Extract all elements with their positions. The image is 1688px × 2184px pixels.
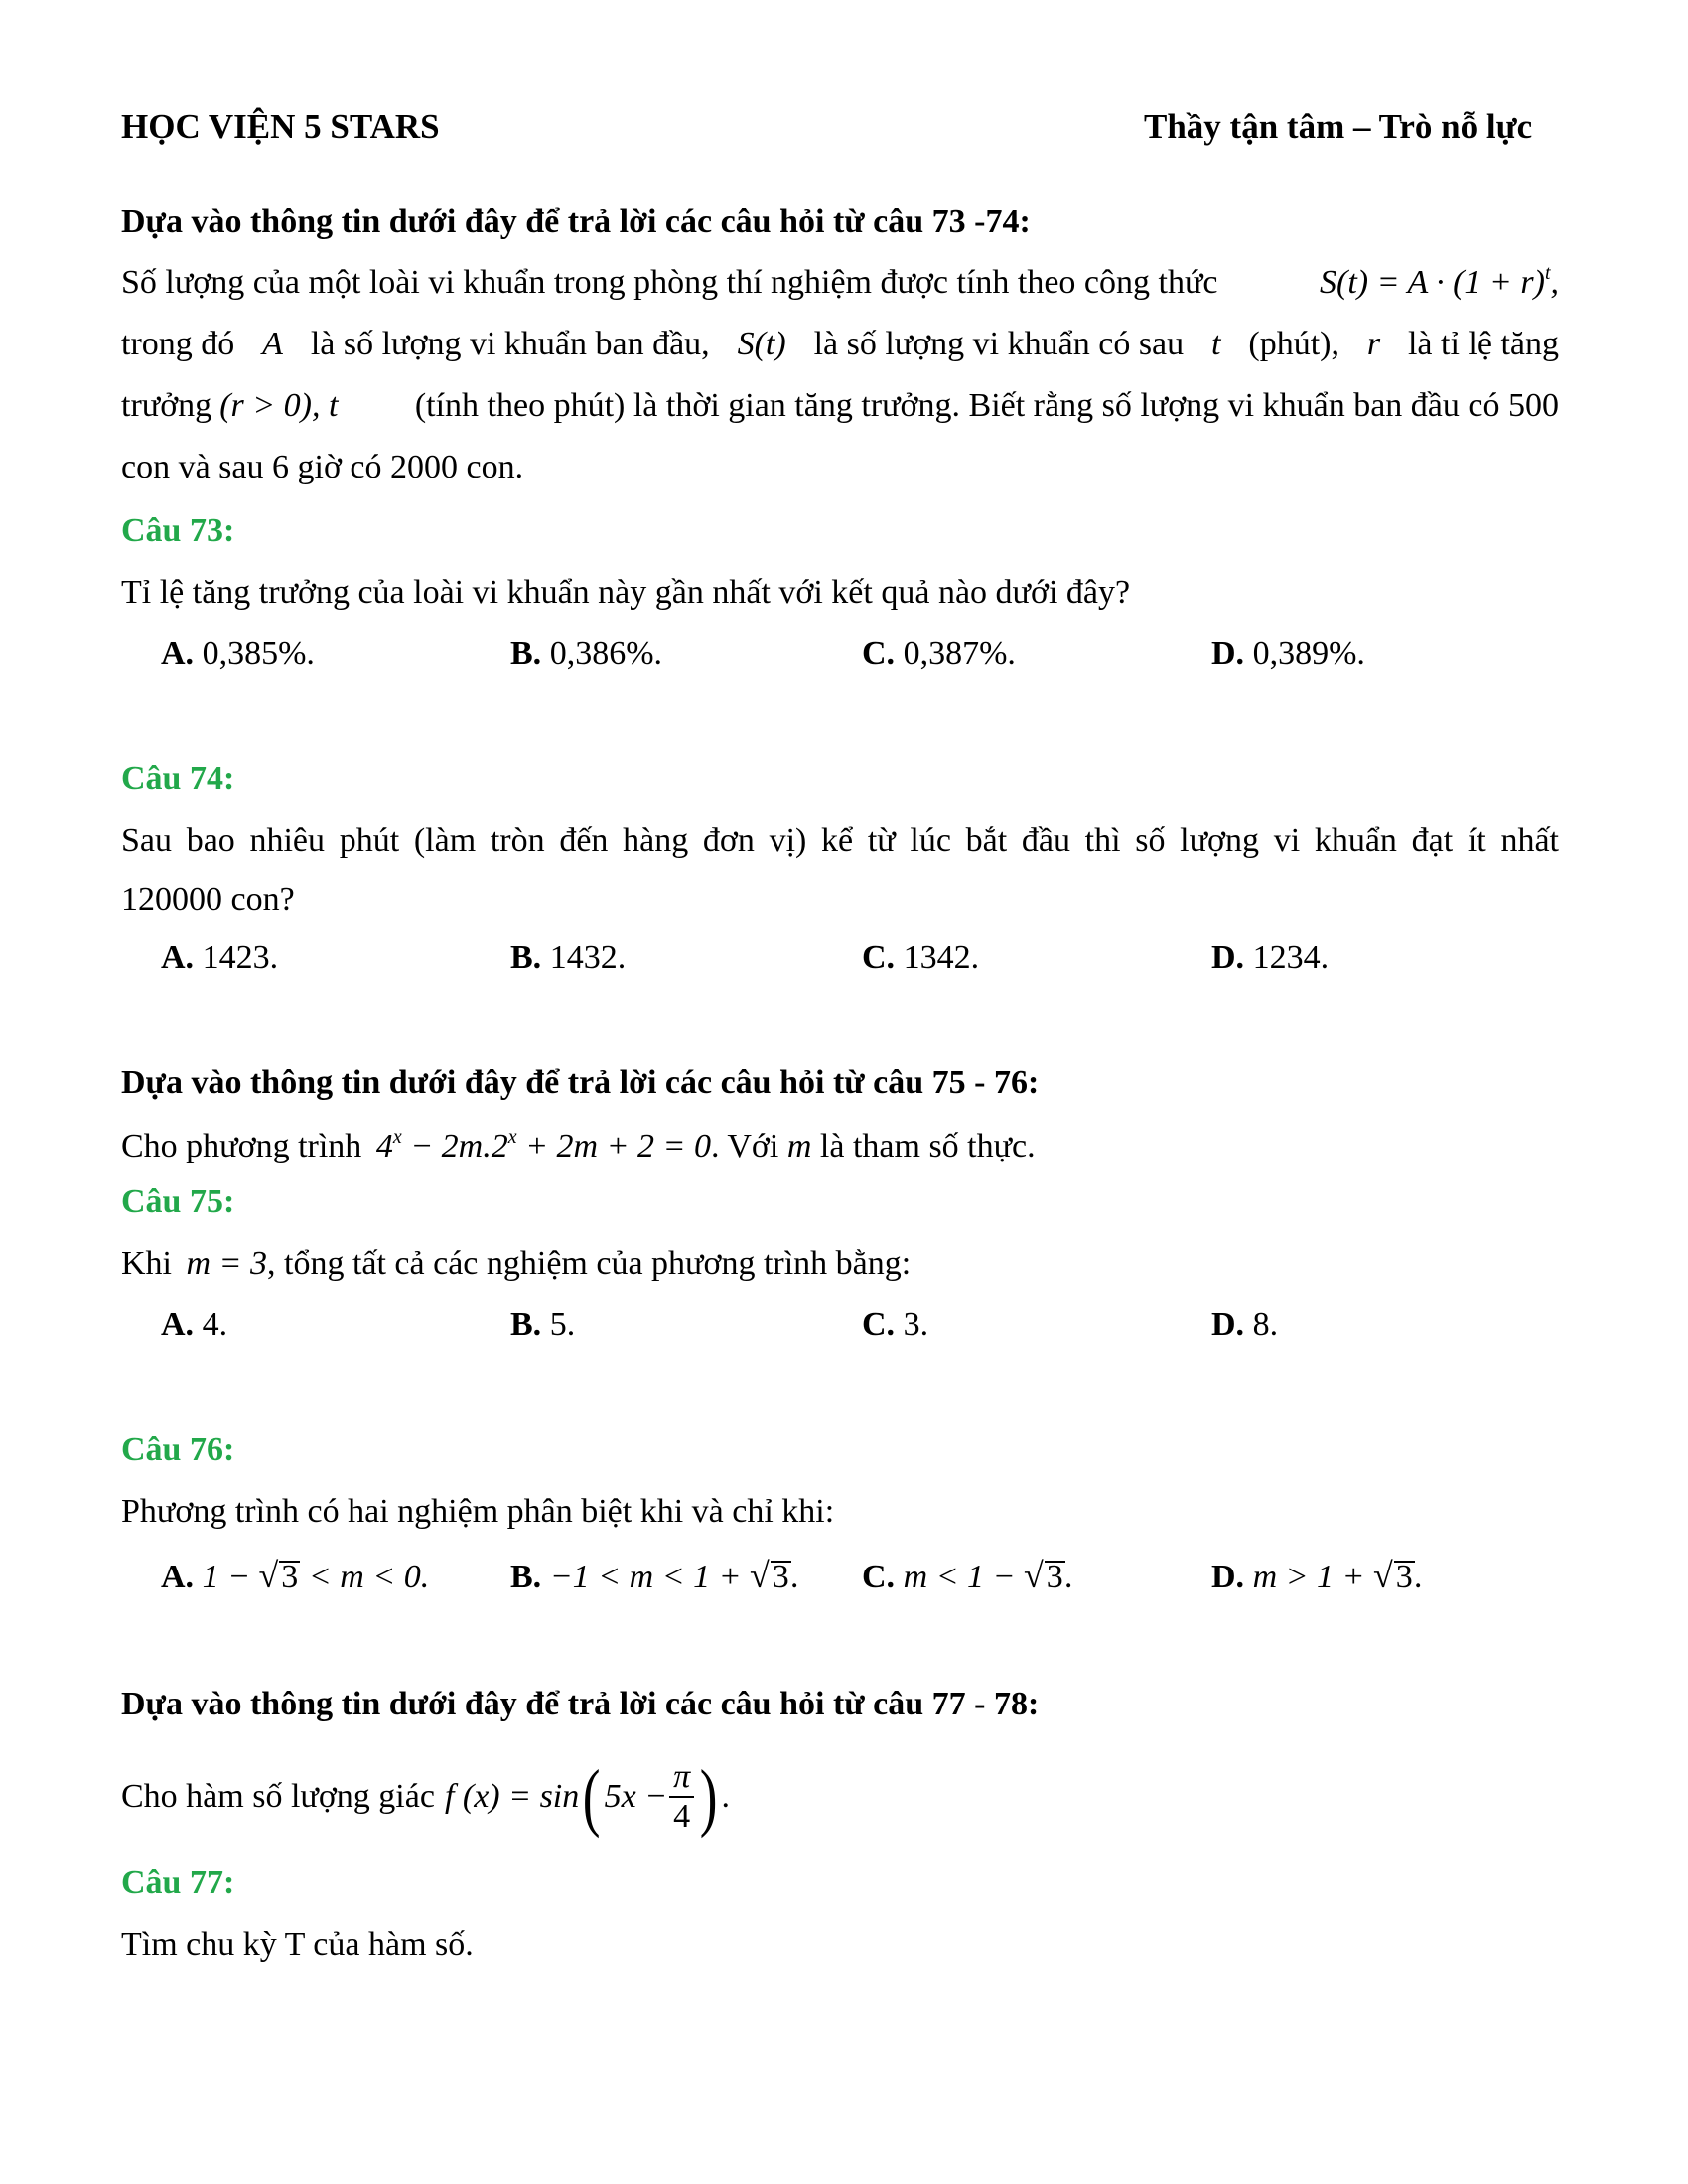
- question-74-text-2: 120000 con?: [121, 882, 295, 918]
- question-74-text-1: Sau bao nhiêu phút (làm tròn đến hàng đơn vị) kể từ lúc bắt đầu thì số lượng vi khuẩn đạt ít nhất: [121, 822, 1559, 859]
- section1-line3: trưởng (r > 0), t (tính theo phút) là thời gian tăng trưởng. Biết rằng số lượng vi khuẩn ban đầu có 500: [121, 387, 1559, 424]
- pi-over-4-fraction: $\frac{\pi}{4}$: [669, 1758, 694, 1836]
- q74-option-a[interactable]: A. 1423.: [161, 939, 279, 976]
- q76-option-c[interactable]: C. m < 1 − √3.: [862, 1556, 1074, 1595]
- q74-option-b[interactable]: B. 1432.: [510, 939, 627, 976]
- section1-line4: con và sau 6 giờ có 2000 con.: [121, 449, 524, 485]
- q75-option-a[interactable]: A. 4.: [161, 1306, 228, 1343]
- q76-option-a[interactable]: A. 1 − √3 < m < 0.: [161, 1556, 430, 1595]
- question-75-text: Khi m = 3, tổng tất cả các nghiệm của phương trình bằng:: [121, 1245, 912, 1282]
- question-73-label: Câu 73:: [121, 512, 235, 549]
- question-73-text: Tỉ lệ tăng trưởng của loài vi khuẩn này gần nhất với kết quả nào dưới đây?: [121, 574, 1131, 611]
- section3-intro: Dựa vào thông tin dưới đây để trả lời các câu hỏi từ câu 77 - 78:: [121, 1686, 1040, 1722]
- question-74-label: Câu 74:: [121, 760, 235, 797]
- section1-intro: Dựa vào thông tin dưới đây để trả lời các câu hỏi từ câu 73 -74:: [121, 204, 1031, 240]
- section1-p1: Số lượng của một loài vi khuẩn trong phòng thí nghiệm được tính theo công thức: [121, 264, 1218, 301]
- formula-growth: $S(t) = A \cdot (1 + r)^t$,: [1320, 262, 1559, 301]
- question-77-label: Câu 77:: [121, 1864, 235, 1901]
- question-77-text: Tìm chu kỳ T của hàm số.: [121, 1926, 474, 1963]
- section1-line1: [121, 264, 1559, 302]
- q75-option-c[interactable]: C. 3.: [862, 1306, 929, 1343]
- section3-text: Cho hàm số lượng giác f (x) = sin ( 5x − $\frac{\pi}{4}$ ) .: [121, 1755, 730, 1839]
- section1-line2: trong đó A là số lượng vi khuẩn ban đầu, S(t) là số lượng vi khuẩn có sau t (phút), r là tỉ lệ tăng: [121, 326, 1559, 362]
- question-76-text: Phương trình có hai nghiệm phân biệt khi và chỉ khi:: [121, 1493, 835, 1530]
- section2-intro: Dựa vào thông tin dưới đây để trả lời các câu hỏi từ câu 75 - 76:: [121, 1064, 1040, 1101]
- question-75-label: Câu 75:: [121, 1183, 235, 1220]
- q73-option-c[interactable]: C. 0,387%.: [862, 635, 1016, 672]
- q75-option-b[interactable]: B. 5.: [510, 1306, 576, 1343]
- q74-option-d[interactable]: D. 1234.: [1211, 939, 1330, 976]
- header-right: Thầy tận tâm – Trò nỗ lực: [1144, 107, 1533, 146]
- q74-option-c[interactable]: C. 1342.: [862, 939, 980, 976]
- equation-75-76: $4^x - 2m.2^x + 2m + 2 = 0$: [375, 1126, 711, 1164]
- header-left: HỌC VIỆN 5 STARS: [121, 107, 440, 146]
- question-76-label: Câu 76:: [121, 1432, 235, 1468]
- q75-option-d[interactable]: D. 8.: [1211, 1306, 1279, 1343]
- q76-option-b[interactable]: B. −1 < m < 1 + √3.: [510, 1556, 800, 1595]
- q73-option-b[interactable]: B. 0,386%.: [510, 635, 663, 672]
- section2-text: Cho phương trình $4^x - 2m.2^x + 2m + 2 = 0$. Với m là tham số thực.: [121, 1126, 1036, 1164]
- q76-option-d[interactable]: D. m > 1 + √3.: [1211, 1556, 1424, 1595]
- q73-option-a[interactable]: A. 0,385%.: [161, 635, 315, 672]
- q73-option-d[interactable]: D. 0,389%.: [1211, 635, 1365, 672]
